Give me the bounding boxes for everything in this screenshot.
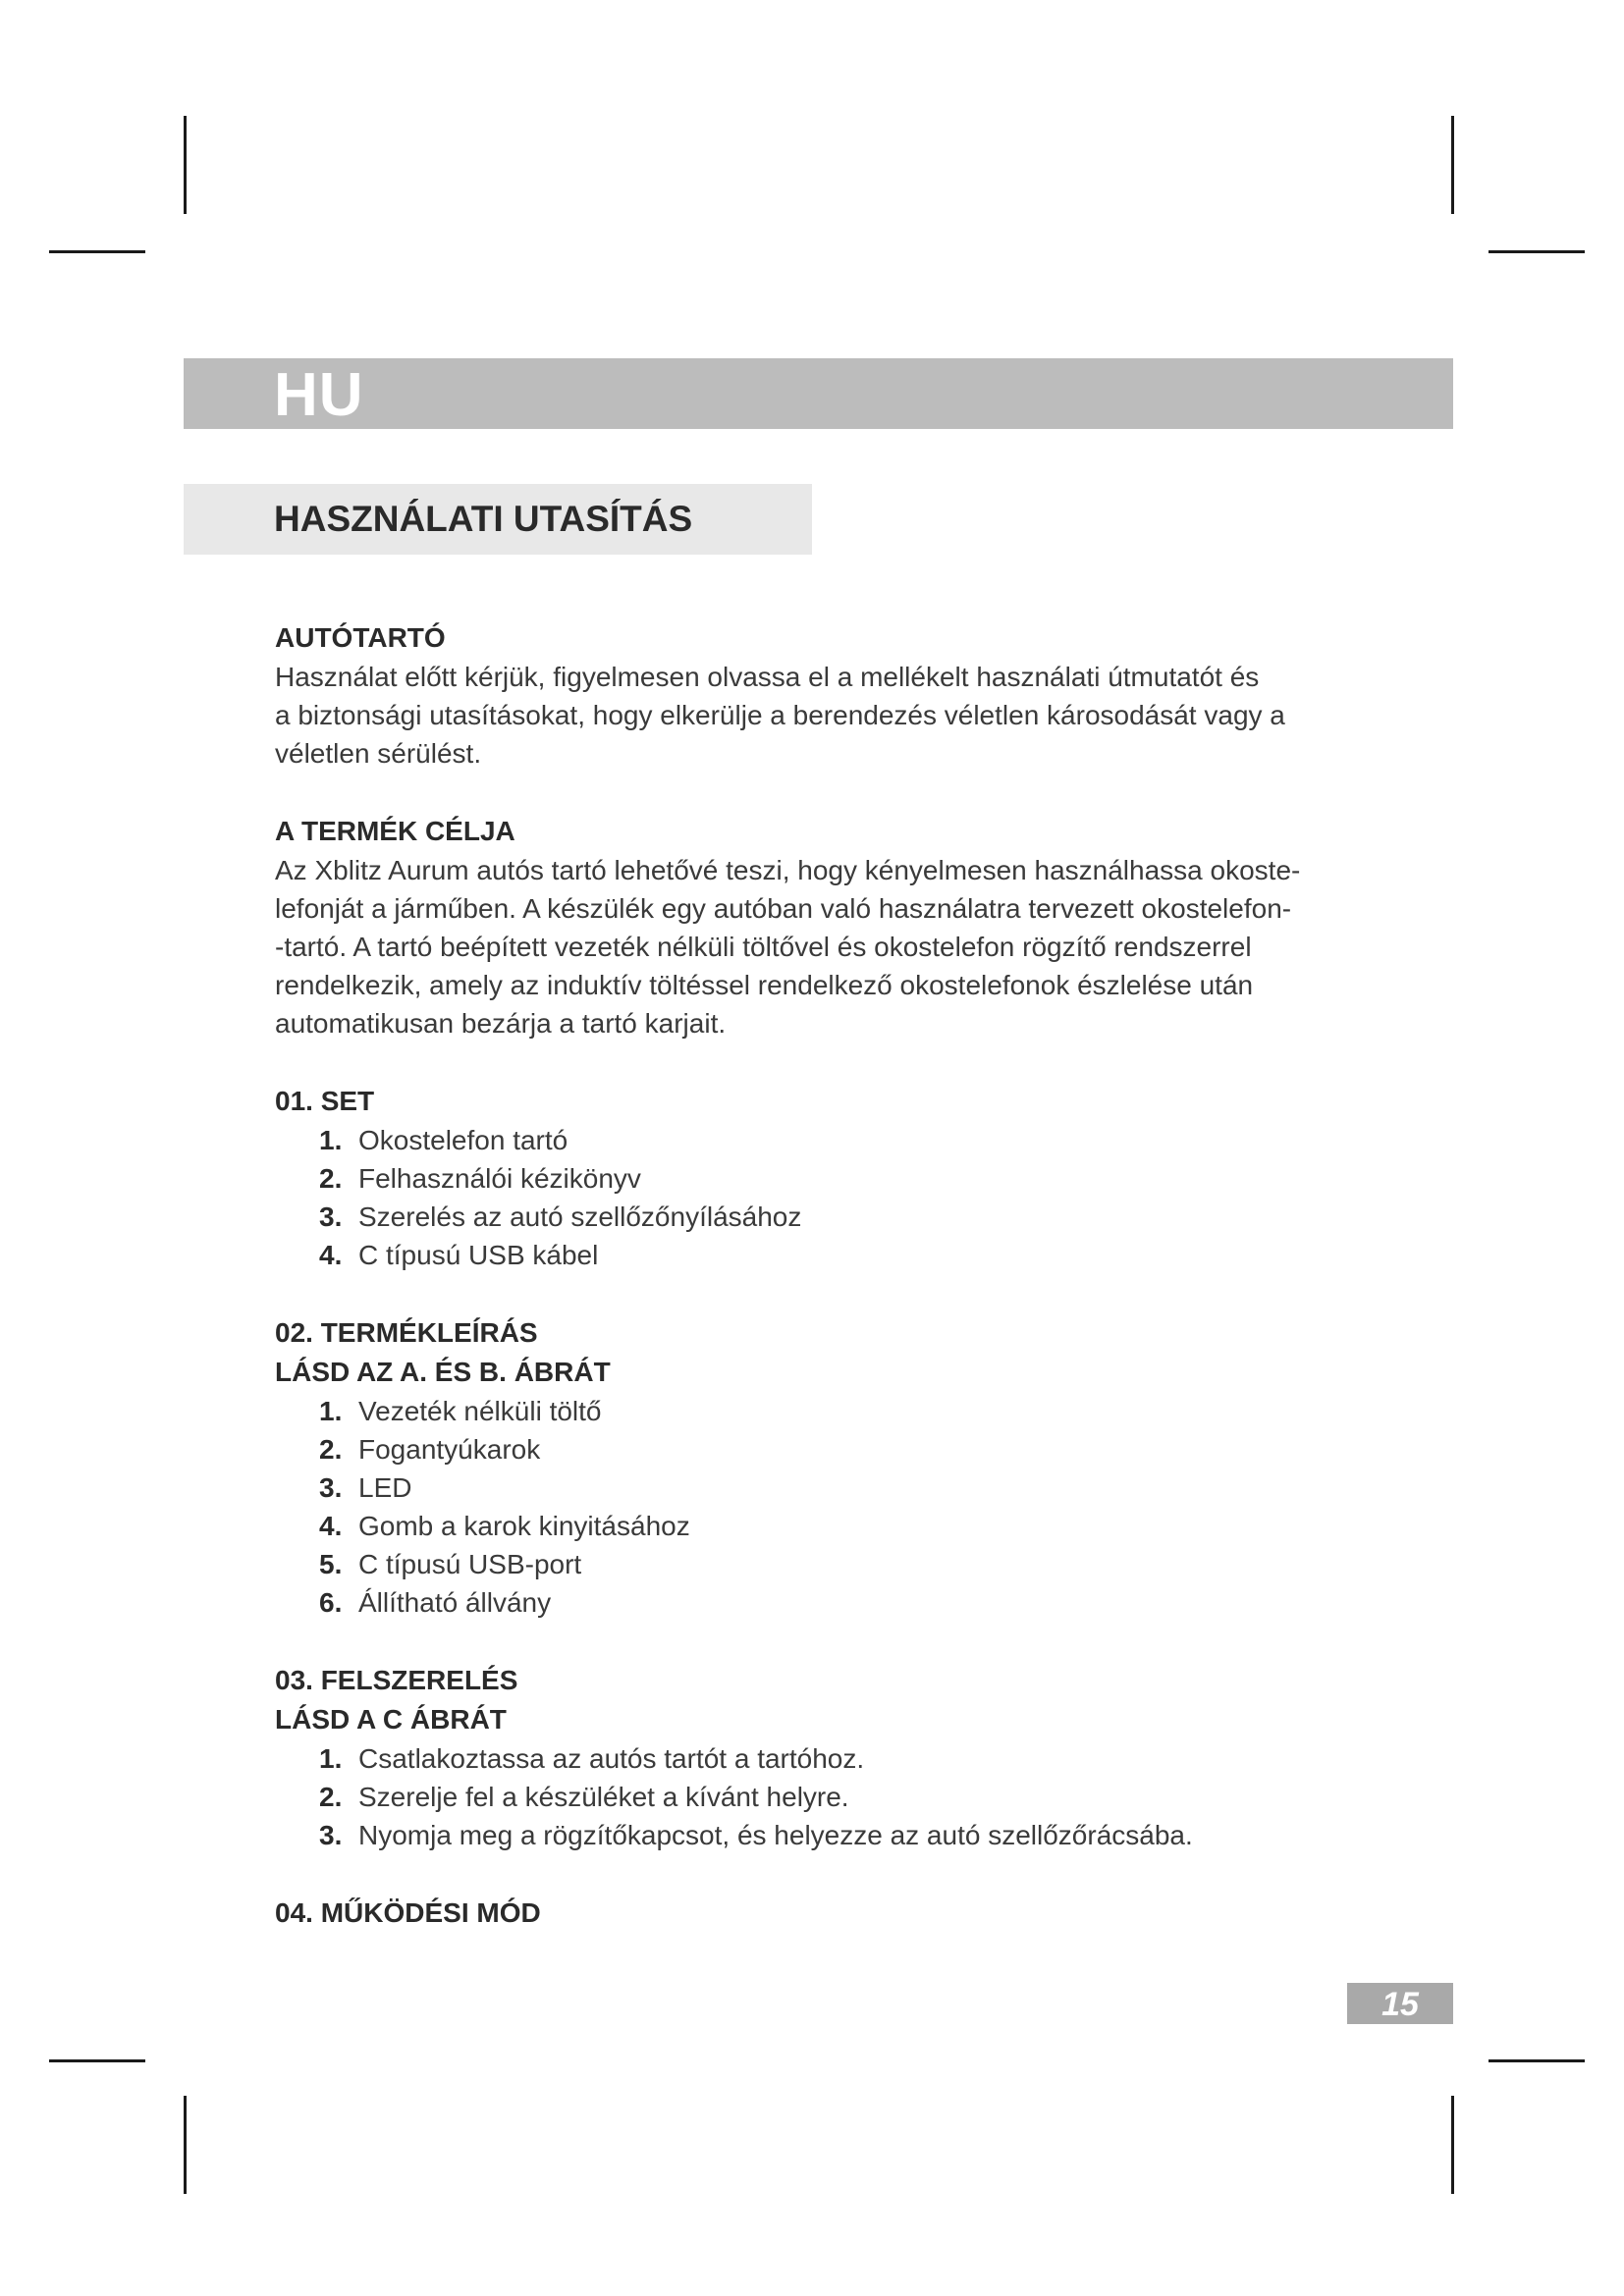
paragraph-line: Használat előtt kérjük, figyelmesen olvassa el a mellékelt használati útmutatót és: [275, 662, 1260, 692]
list-item: [319, 1778, 1394, 1816]
section-operating-mode: [275, 1894, 1394, 1933]
list-text: Csatlakoztassa az autós tartót a tartóhoz.: [358, 1743, 865, 1774]
set-list: [275, 1121, 1394, 1274]
list-number: 5.: [319, 1549, 343, 1579]
installation-list: [275, 1739, 1394, 1854]
list-item: [319, 1236, 1394, 1274]
list-item: [319, 1545, 1394, 1583]
list-number: 3.: [319, 1820, 343, 1850]
crop-mark-bottom-left-vertical: [184, 2096, 187, 2194]
list-text: Nyomja meg a rögzítőkapcsot, és helyezze az autó szellőzőrácsába.: [358, 1820, 1193, 1850]
list-text: Vezeték nélküli töltő: [358, 1396, 602, 1426]
list-text: Fogantyúkarok: [358, 1434, 541, 1465]
list-item: [319, 1816, 1394, 1854]
list-number: 3.: [319, 1201, 343, 1232]
list-item: [319, 1430, 1394, 1468]
language-code: HU: [274, 361, 364, 429]
list-number: 2.: [319, 1434, 343, 1465]
section-heading: 04. MŰKÖDÉSI MÓD: [275, 1897, 541, 1928]
list-item: [319, 1507, 1394, 1545]
list-number: 4.: [319, 1511, 343, 1541]
crop-mark-bottom-right-vertical: [1451, 2096, 1454, 2194]
paragraph-line: -tartó. A tartó beépített vezeték nélküli töltővel és okostelefon rögzítő rendszerrel: [275, 932, 1252, 962]
section-heading: AUTÓTARTÓ: [275, 622, 446, 653]
list-number: 1.: [319, 1396, 343, 1426]
section-car-holder: [275, 618, 1394, 773]
section-heading: 02. TERMÉKLEÍRÁS: [275, 1317, 538, 1348]
section-product-purpose: [275, 812, 1394, 1042]
crop-mark-top-right-vertical: [1451, 116, 1454, 214]
paragraph-line: Az Xblitz Aurum autós tartó lehetővé teszi, hogy kényelmesen használhassa okoste-: [275, 855, 1301, 885]
list-number: 2.: [319, 1163, 343, 1194]
list-text: Szerelje fel a készüléket a kívánt helyre.: [358, 1782, 849, 1812]
list-number: 2.: [319, 1782, 343, 1812]
paragraph-line: rendelkezik, amely az induktív töltéssel rendelkező okostelefonok észlelése után: [275, 970, 1254, 1000]
list-number: 1.: [319, 1743, 343, 1774]
list-text: Szerelés az autó szellőzőnyílásához: [358, 1201, 802, 1232]
section-heading: A TERMÉK CÉLJA: [275, 816, 515, 846]
list-item: [319, 1392, 1394, 1430]
list-item: [319, 1468, 1394, 1507]
list-text: Gomb a karok kinyitásához: [358, 1511, 690, 1541]
list-text: Felhasználói kézikönyv: [358, 1163, 641, 1194]
paragraph-line: automatikusan bezárja a tartó karjait.: [275, 1008, 727, 1039]
list-number: 1.: [319, 1125, 343, 1155]
language-banner: [184, 358, 1453, 429]
paragraph-line: lefonját a járműben. A készülék egy autóban való használatra tervezett okostelefon-: [275, 893, 1292, 924]
list-number: 4.: [319, 1240, 343, 1270]
page-number: 15: [1347, 1983, 1453, 2024]
section-heading: 01. SET: [275, 1086, 375, 1116]
section-heading: 03. FELSZERELÉS: [275, 1665, 518, 1695]
list-item: [319, 1739, 1394, 1778]
crop-mark-bottom-left-horizontal: [49, 2059, 145, 2062]
section-subheading: LÁSD A C ÁBRÁT: [275, 1704, 507, 1735]
list-item: [319, 1583, 1394, 1622]
description-list: [275, 1392, 1394, 1622]
list-number: 6.: [319, 1587, 343, 1618]
list-item: [319, 1159, 1394, 1198]
page-title: HASZNÁLATI UTASÍTÁS: [274, 499, 693, 539]
list-text: Állítható állvány: [358, 1587, 552, 1618]
list-number: 3.: [319, 1472, 343, 1503]
section-product-description: [275, 1313, 1394, 1622]
section-subheading: LÁSD AZ A. ÉS B. ÁBRÁT: [275, 1357, 611, 1387]
section-installation: [275, 1661, 1394, 1854]
manual-content: [275, 618, 1394, 1933]
list-text: C típusú USB kábel: [358, 1240, 599, 1270]
section-set: [275, 1082, 1394, 1274]
crop-mark-top-right-horizontal: [1489, 250, 1585, 253]
list-text: LED: [358, 1472, 412, 1503]
crop-mark-top-left-vertical: [184, 116, 187, 214]
crop-mark-bottom-right-horizontal: [1489, 2059, 1585, 2062]
page-title-box: [184, 484, 812, 555]
list-text: Okostelefon tartó: [358, 1125, 568, 1155]
paragraph-line: a biztonsági utasításokat, hogy elkerülje a berendezés véletlen károsodását vagy a: [275, 700, 1285, 730]
list-item: [319, 1121, 1394, 1159]
crop-mark-top-left-horizontal: [49, 250, 145, 253]
list-item: [319, 1198, 1394, 1236]
list-text: C típusú USB-port: [358, 1549, 582, 1579]
paragraph-line: véletlen sérülést.: [275, 738, 482, 769]
